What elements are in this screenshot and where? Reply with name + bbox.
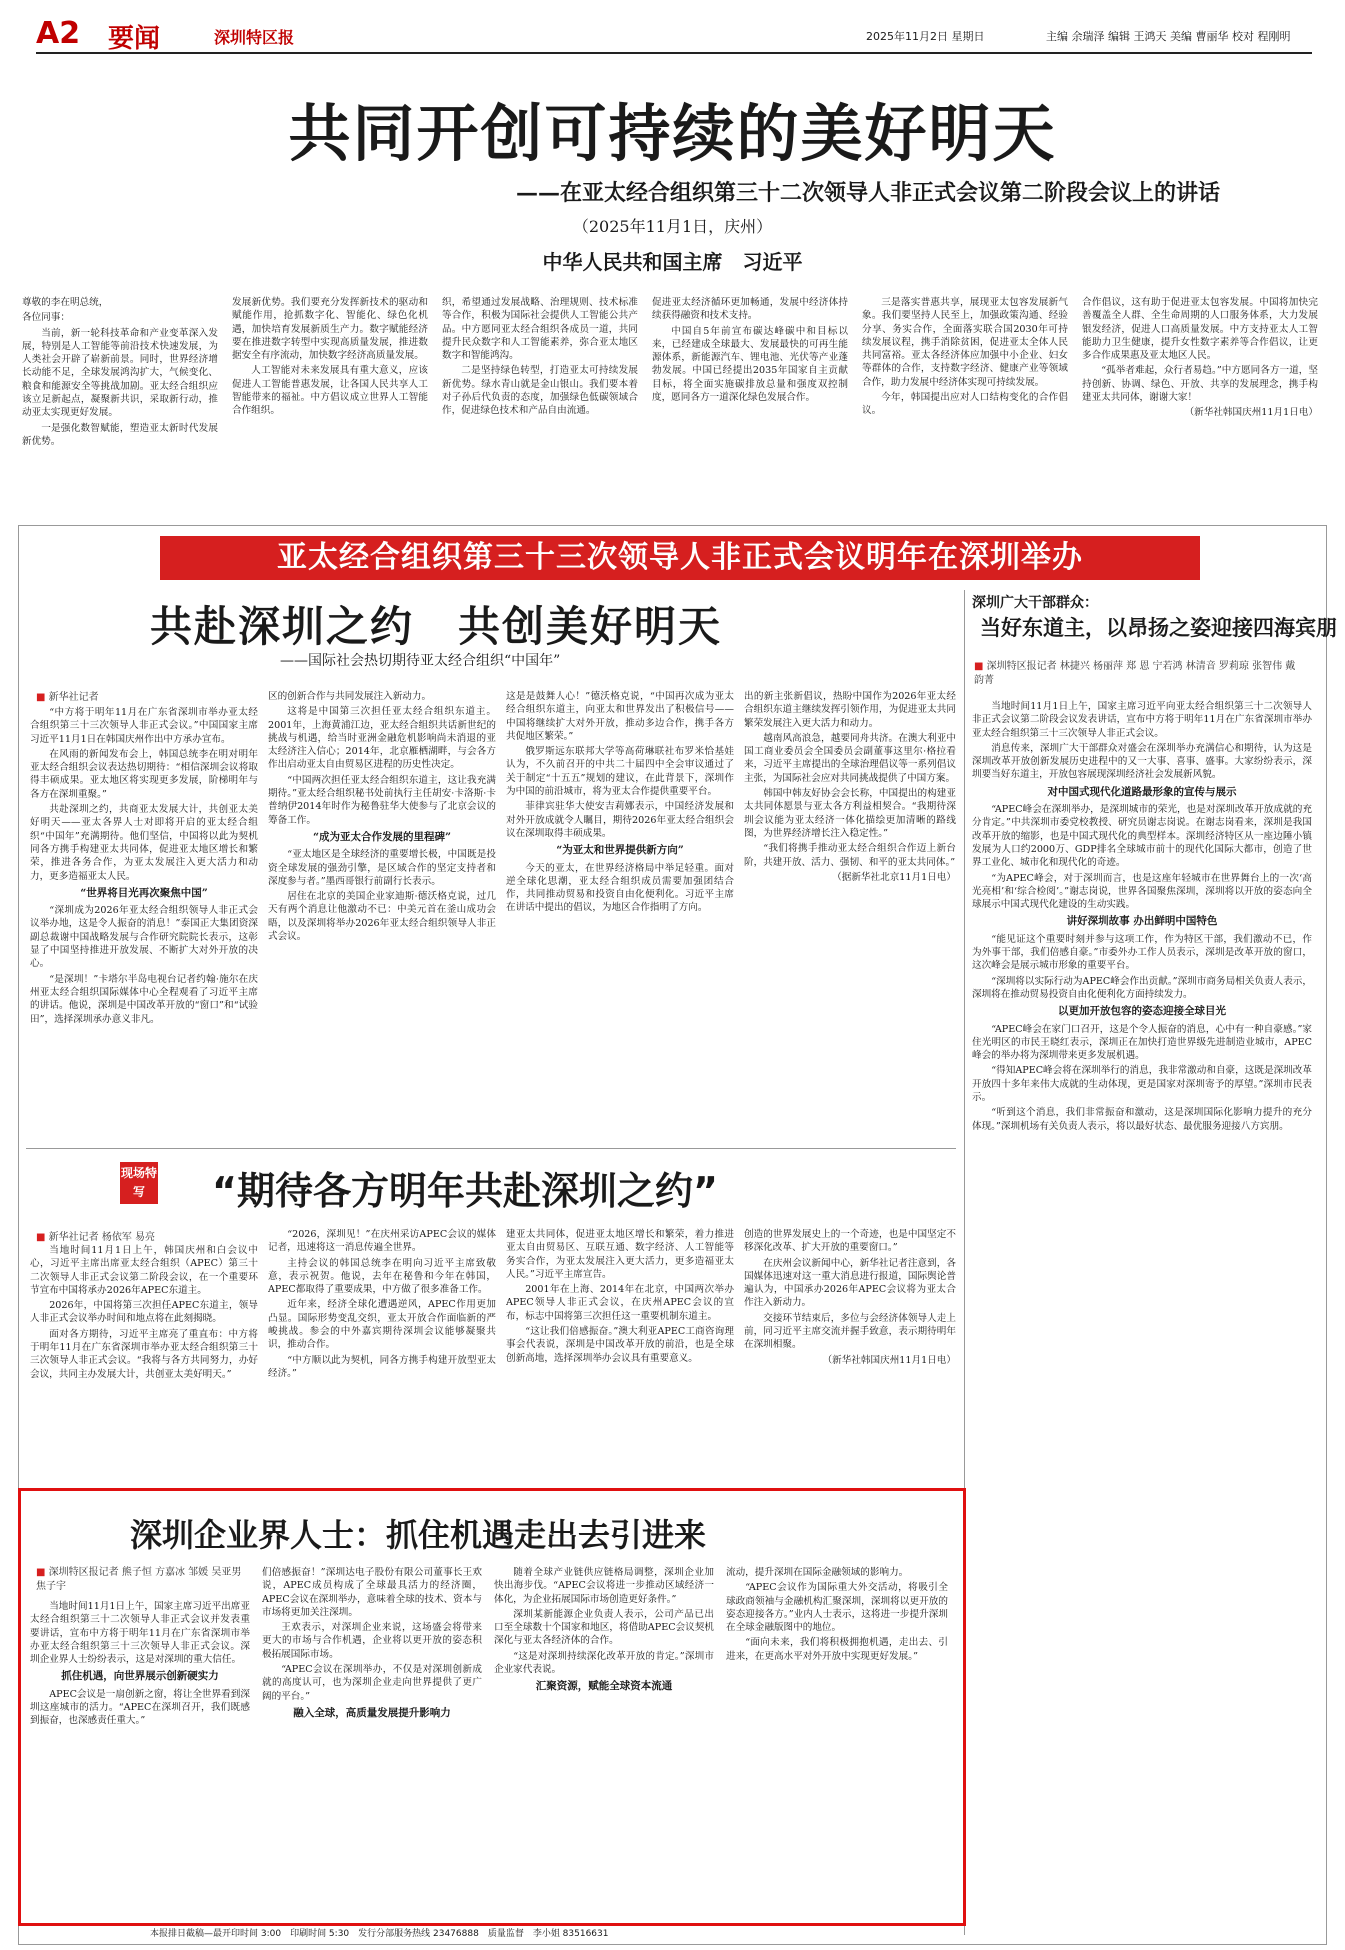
sidebar-paragraph: “得知APEC峰会将在深圳举行的消息，我非常激动和自豪，这既是深圳改革开放四十多年来伟大成就的生动体现，更是国家对深圳寄予的厚望。”深圳市民表示。 [972, 1065, 1312, 1104]
story1-paragraph: 共赴深圳之约，共商亚太发展大计，共创亚太美好明天——亚太各界人士对即将开启的亚太经合组织“中国年”充满期待。他们坚信，中国将以此为契机同各方携手构建亚太共同体，促进亚太地区增长和繁荣，推进各务合作，为亚太发展注入更大活力和动力，更多造福亚太人民。 [30, 804, 258, 882]
story1-headline: 共赴深圳之约 共创美好明天 [150, 602, 723, 651]
story2-headline: “期待各方明年共赴深圳之约” [212, 1169, 718, 1213]
story1-subhead: “为亚太和世界提供新方向” [556, 844, 684, 857]
story2-source-credit: （新华社韩国庆州11月1日电） [822, 1354, 956, 1366]
lead-column-6 [1082, 296, 1318, 518]
story2-paragraph: “这让我们倍感振奋。”澳大利亚APEC工商咨询理事会代表说，深圳是中国改革开放的前沿，也是全球创新高地，选择深圳举办会议具有重要意义。 [506, 1326, 734, 1364]
sidebar-paragraph: “APEC峰会在家门口召开，这是个令人振奋的消息，心中有一种自豪感。”家住光明区的市民王晓红表示，深圳正在加快打造世界级先进制造业城市，APEC峰会的举办将为深圳带来更多发展机遇。 [972, 1023, 1312, 1062]
sidebar-headline: 当好东道主，以昂扬之姿迎接四海宾朋 [980, 616, 1337, 640]
story3-byline: ■ 深圳特区报记者 熊子恒 方嘉冰 邹媛 吴亚男 焦子宇 [36, 1566, 246, 1594]
lead-column-5 [862, 296, 1068, 518]
lead-paragraph: 今年，韩国提出应对人口结构变化的合作倡议。 [862, 392, 1068, 417]
story3-paragraph: “APEC会议在深圳举办，不仅是对深圳创新成就的高度认可，也为深圳企业走向世界提供了更广阔的平台。” [262, 1664, 482, 1702]
story3-paragraph: 流动，提升深圳在国际金融领域的影响力。 [726, 1567, 909, 1578]
story3-paragraph: “APEC会议作为国际重大外交活动，将吸引全球政商领袖与金融机构汇聚深圳，深圳将以更开放的姿态迎接各方。”业内人士表示，这将进一步提升深圳在全球金融版图中的地位。 [726, 1582, 948, 1634]
story2-byline: ■ 新华社记者 杨依军 易亮 [36, 1228, 155, 1243]
story3-paragraph: 深圳某新能源企业负责人表示，公司产品已出口至全球数十个国家和地区，将借助APEC会议契机深化与亚太各经济体的合作。 [494, 1608, 714, 1647]
lead-dateline: （2025年11月1日，庆州） [572, 217, 773, 236]
live-report-tag: 现场特写 [120, 1162, 158, 1204]
story1-subtitle: ——国际社会热切期待亚太经合组织“中国年” [280, 653, 561, 669]
lead-paragraph: 织，希望通过发展战略、治理规则、技术标准等合作，积极为国际社会提供人工智能公共产品。中方愿同亚太经合组织各成员一道，共同提升民众数字和人工智能素养，弥合亚太地区数字和智能鸿沟。 [442, 297, 638, 362]
story2-column-4 [744, 1228, 956, 1480]
lead-paragraph: 尊敬的李在明总统， [22, 297, 109, 308]
sidebar-paragraph: “听到这个消息，我们非常振奋和激动，这是深圳国际化影响力提升的充分体现。”深圳机场有关负责人表示，将以最好状态、最优服务迎接八方宾朋。 [972, 1107, 1312, 1132]
story3-column-4 [726, 1566, 948, 1912]
story1-source-credit: （据新华社北京11月1日电） [832, 871, 956, 883]
story1-column-4 [744, 690, 956, 1124]
story1-subhead: “成为亚太合作发展的里程碑” [312, 830, 452, 843]
story1-paragraph: “是深圳！”卡塔尔半岛电视台记者约翰·施尔在庆州亚太经合组织国际媒体中心全程观看了习近平主席的讲话。他说，深圳是中国改革开放的“窗口”和“试验田”，选择深圳承办意义非凡。 [30, 973, 258, 1025]
sidebar-subhead: 讲好深圳故事 办出鲜明中国特色 [1066, 915, 1218, 928]
story2-paragraph: 当地时间11月1日上午，韩国庆州和白会议中心，习近平主席出席亚太经合组织（APEC）第三十二次领导人非正式会议第二阶段会议，在一个重要环节宣布中国将承办2026年APEC东道主。 [30, 1245, 258, 1296]
sidebar-paragraph: 消息传来，深圳广大干部群众对盛会在深圳举办充满信心和期待，认为这是深圳改革开放创新发展历史进程中的又一大事、喜事、盛事。大家纷纷表示，深圳要当好东道主，开放包容展现深圳经济社会发展新风貌。 [972, 742, 1312, 781]
lead-column-3 [442, 296, 638, 518]
story2-column-2 [268, 1228, 496, 1480]
story3-subhead: 融入全球，高质量发展提升影响力 [293, 1706, 451, 1719]
lead-paragraph: 当前，新一轮科技革命和产业变革深入发展，特别是人工智能等前沿技术快速发展，为人类社会开辟了崭新前景。同时，世界经济增长动能不足，全球发展鸿沟扩大，气候变化、粮食和能源安全等挑战加剧。亚太经合组织应该立足新起点，凝聚新共识，采取新行动，推动亚太实现更好发展。 [22, 327, 218, 419]
story2-paragraph: 2026年，中国将第三次担任APEC东道主，领导人非正式会议举办时间和地点将在此刻揭晓。 [30, 1300, 258, 1325]
story1-paragraph: “亚太地区是全球经济的重要增长极，中国既是投资全球发展的强劲引擎，是区域合作的坚定支持者和深度参与者。”墨西哥银行前副行长表示。 [268, 849, 496, 887]
story3-paragraph: 们倍感振奋！”深圳达电子股份有限公司董事长王欢说，APEC成员构成了全球最具活力的经济圈，APEC会议在深圳举办，意味着全球的技术、资本与市场将更加关注深圳。 [262, 1567, 482, 1618]
lead-paragraph: “孤举者难起，众行者易趋。”中方愿同各方一道，坚持创新、协调、绿色、开放、共享的发展理念，携手构建亚太共同体，谢谢大家！ [1082, 365, 1318, 404]
story1-paragraph: “中国两次担任亚太经合组织东道主，这让我充满期待。”亚太经合组织秘书处前执行主任胡安·卡洛斯·卡普纳伊2014年时作为秘鲁驻华大使参与了北京会议的筹备工作。 [268, 774, 496, 826]
story1-paragraph: 俄罗斯远东联邦大学等高荷琳联社布罗米恰基娃认为，不久前召开的中共二十届四中全会审议通过了关于制定“十五五”规划的建议，在此背景下，深圳作为中国的前沿城市，将为亚太合作提供重要平台。 [506, 746, 734, 798]
story3-subhead: 抓住机遇，向世界展示创新硬实力 [61, 1670, 219, 1683]
sidebar-subhead: 以更加开放包容的姿态迎接全球目光 [1058, 1005, 1226, 1018]
lead-paragraph: 三是落实普惠共享，展现亚太包容发展新气象。我们要坚持人民至上，加强政策沟通、经验分享、务实合作，全面落实联合国2030年可持续发展议程，携手消除贫困，促进亚太全体人民共同富裕。亚太各经济体应加强中小企业、妇女等群体的合作，支持数字经济、健康产业等领域合作，助力发展中经济体实现可持续发展。 [862, 297, 1068, 388]
story2-paragraph: 交接环节结束后，多位与会经济体领导人走上前，同习近平主席交流并握手致意，表示期待明年在深圳相聚。 [744, 1312, 956, 1351]
lead-column-4 [652, 296, 848, 518]
story1-paragraph: 区的创新合作与共同发展注入新动力。 [268, 691, 432, 702]
lead-paragraph: 中国自5年前宣布碳达峰碳中和目标以来，已经建成全球最大、发展最快的可再生能源体系，新能源汽车、锂电池、光伏等产业蓬勃发展。中国已经提出2035年国家自主贡献目标，将全面实施碳排放总量和强度双控制度，愿同各方一道深化绿色发展合作。 [652, 325, 848, 404]
section-name: 要闻 [108, 24, 161, 54]
story3-column-2 [262, 1566, 482, 1912]
story2-paragraph: 近年来，经济全球化遭遇逆风，APEC作用更加凸显。国际形势变乱交织，亚太开放合作面临新的严峻挑战。参会的中外嘉宾期待深圳会议能够凝聚共识，推动合作。 [268, 1299, 496, 1351]
story2-paragraph: 创造的世界发展史上的一个奇迹，也是中国坚定不移深化改革、扩大开放的重要窗口。” [744, 1229, 956, 1254]
page-number: A2 [36, 16, 81, 51]
story3-paragraph: 王欢表示，对深圳企业来说，这场盛会将带来更大的市场与合作机遇，企业将以更开放的姿态积极拓展国际市场。 [262, 1622, 482, 1660]
story3-paragraph: 当地时间11月1日上午，国家主席习近平出席亚太经合组织第三十二次领导人非正式会议并发表重要讲话，宣布中方将于明年11月在广东省深圳市举办亚太经合组织第三十三次领导人非正式会议。深圳企业界人士纷纷表示，这是对深圳的重大信任。 [30, 1601, 250, 1666]
story1-column-3 [506, 690, 734, 1124]
lead-column-2 [232, 296, 428, 518]
story3-headline: 深圳企业界人士：抓住机遇走出去引进来 [130, 1516, 707, 1554]
story2-paragraph: 主持会议的韩国总统李在明向习近平主席致敬意，表示祝贺。他说，去年在秘鲁和今年在韩国，APEC都取得了重要成果，中方做了很多准备工作。 [268, 1257, 496, 1296]
issue-date: 2025年11月2日 星期日 [866, 30, 985, 43]
story1-paragraph: 今天的亚太，在世界经济格局中举足轻重。面对逆全球化思潮，亚太经合组织成员需要加强团结合作，共同推动贸易和投资自由化便利化。习近平主席在讲话中提出的倡议，为地区合作指明了方向。 [506, 862, 734, 914]
lead-paragraph: 促进亚太经济循环更加畅通，发展中经济体持续获得融资和技术支持。 [652, 297, 848, 322]
story1-column-1 [30, 706, 258, 1124]
story1-paragraph: “我们将携手推动亚太经合组织合作迈上新台阶，共建开放、活力、强韧、和平的亚太共同体。” [744, 843, 956, 868]
page-header [36, 16, 1312, 54]
story2-column-3 [506, 1228, 734, 1480]
sidebar-body [972, 700, 1312, 1928]
sidebar-byline: ■ 深圳特区报记者 林捷兴 杨丽萍 郑 恩 宁若鸿 林清音 罗莉琼 张智伟 戴韵菁 [974, 660, 1304, 688]
story1-paragraph: 这是是鼓舞人心！”德沃格克说，“中国再次成为亚太经合组织东道主，向亚太和世界发出了积极信号——中国将继续扩大对外开放，推动多边合作，携手各方共促地区繁荣。” [506, 691, 734, 742]
story2-column-1 [30, 1244, 258, 1480]
story1-paragraph: “深圳成为2026年亚太经合组织领导人非正式会议举办地，这是令人振奋的消息！”泰国正大集团资深副总裁谢中国战略发展与合作研究院院长表示，这彰显了中国坚持推进开放发展、不断扩大对外开放的决心。 [30, 905, 258, 970]
lead-column-1 [22, 296, 218, 518]
story2-paragraph: “中方顺以此为契机，同各方携手构建开放型亚太经济。” [268, 1354, 496, 1379]
staff-credits: 主编 余瑞泽 编辑 王鸿天 美编 曹丽华 校对 程刚明 [1046, 30, 1291, 43]
lead-subtitle: ——在亚太经合组织第三十二次领导人非正式会议第二阶段会议上的讲话 [515, 180, 1220, 206]
sidebar-kicker: 深圳广大干部群众： [972, 595, 1098, 611]
story2-paragraph: 在庆州会议新闻中心，新华社记者注意到，各国媒体迅速对这一重大消息进行报道，国际舆论普遍认为，中国承办2026年APEC会议将为亚太合作注入新动力。 [744, 1257, 956, 1309]
story3-paragraph: 随着全球产业链供应链格局调整，深圳企业加快出海步伐。“APEC会议将进一步推动区域经济一体化，为企业拓展国际市场创造更好条件。” [494, 1567, 714, 1605]
story1-paragraph: 在风雨的新闻发布会上，韩国总统李在明对明年亚太经合组织会议表达热切期待：“相信深圳会议将取得丰硕成果。亚太地区将实现更多发展，阶梯明年与各方在深圳重聚。” [30, 748, 258, 800]
story1-paragraph: 菲律宾驻华大使安吉莉娜表示，中国经济发展和对外开放成就令人瞩目，期待2026年亚太经合组织会议在深圳取得丰硕成果。 [506, 801, 734, 839]
sidebar-paragraph: “APEC峰会在深圳举办，是深圳城市的荣光，也是对深圳改革开放成就的充分肯定。”中共深圳市委党校教授、研究员谢志岗说。在谢志岗看来，深圳是我国改革开放的缩影，也是中国式现代化的典型样本。深圳经济特区从一座边陲小镇发展为人口约2000万、GDP排名全球城市前十的现代化国际大都市，创造了世界工业化、城市化和现代化的奇迹。 [972, 804, 1312, 869]
story1-column-2 [268, 690, 496, 1124]
lead-paragraph: 一是强化数智赋能，塑造亚太新时代发展新优势。 [22, 422, 218, 447]
story1-paragraph: 出的新主张新倡议，热盼中国作为2026年亚太经合组织东道主继续发挥引领作用，为促进亚太共同繁荣发展注入更大活力和动力。 [744, 691, 956, 729]
banner-text: 亚太经合组织第三十三次领导人非正式会议明年在深圳举办 [277, 540, 1083, 575]
story2-paragraph: 建亚太共同体，促进亚太地区增长和繁荣，着力推进亚太自由贸易区、互联互通、数字经济、人工智能等务实合作，为亚太发展注入更大活力，更多造福亚太人民。”习近平主席宣告。 [506, 1229, 734, 1280]
banner [160, 536, 1200, 580]
story3-column-3 [494, 1566, 714, 1912]
sidebar-paragraph: “深圳将以实际行动为APEC峰会作出贡献。”深圳市商务局相关负责人表示，深圳将在推动贸易投资自由化便利化方面持续发力。 [972, 975, 1312, 1000]
sidebar-paragraph: 当地时间11月1日上午，国家主席习近平向亚太经合组织第三十二次领导人非正式会议第二阶段会议发表讲话，宣布中方将于明年11月在广东省深圳市举办亚太经合组织第三十三次领导人非正式会议。 [972, 701, 1312, 739]
lead-headline: 共同开创可持续的美好明天 [288, 97, 1057, 170]
lead-paragraph: 人工智能对未来发展具有重大意义，应该促进人工智能普惠发展，让各国人民共享人工智能带来的福祉。中方倡议成立世界人工智能合作组织。 [232, 365, 428, 417]
story3-paragraph: “这是对深圳持续深化改革开放的肯定。”深圳市企业家代表说。 [494, 1650, 714, 1676]
lead-paragraph: 各位同事： [22, 312, 70, 324]
sidebar-paragraph: “为APEC峰会，对于深圳而言，也是这座年轻城市在世界舞台上的一次‘高光亮相’和‘综合检阅’。”谢志岗说，世界各国聚焦深圳，深圳将以开放的姿态向全球展示中国式现代化建设的生动实践。 [972, 872, 1312, 911]
story1-subhead: “世界将目光再次聚焦中国” [80, 886, 208, 899]
story1-byline: ■ 新华社记者 [36, 688, 99, 703]
story3-paragraph: “面向未来，我们将积极拥抱机遇，走出去、引进来，在更高水平对外开放中实现更好发展。” [726, 1637, 948, 1662]
newspaper-name: 深圳特区报 [214, 28, 295, 47]
story2-paragraph: 面对各方期待，习近平主席亮了重直布：中方将于明年11月在广东省深圳市举办亚太经合组织第三十三次领导人非正式会议。“我将与各方共同努力，办好会议，共同主办发展大计，共创亚太美好明天。” [30, 1328, 258, 1380]
lead-author: 中华人民共和国主席 习近平 [542, 250, 803, 274]
story1-paragraph: 居住在北京的美国企业家迪斯·德沃格克说，过几天有两个消息让他激动不已：中美元首在釜山成功会晤，以及深圳将举办2026年亚太经合组织领导人非正式会议。 [268, 891, 496, 943]
story1-paragraph: 韩国中韩友好协会会长称，中国提出的构建亚太共同体愿景与亚太各方利益相契合。“我期待深圳会议能为亚太经济一体化描绘更加清晰的路线图，为世界经济增长注入稳定性。” [744, 788, 956, 839]
story3-subhead: 汇聚资源，赋能全球资本流通 [535, 1680, 673, 1693]
story3-column-1 [30, 1600, 250, 1912]
story2-paragraph: “2026，深圳见！”在庆州采访APEC会议的媒体记者，迅速将这一消息传遍全世界。 [268, 1229, 496, 1254]
story1-paragraph: 这将是中国第三次担任亚太经合组织东道主。2001年，上海黄浦江边，亚太经合组织共话新世纪的挑战与机遇，给当时亚洲金融危机影响尚未消退的亚太经济注入信心；2014年，北京雁栖湖畔，与会各方作出启动亚太自由贸易区进程的历史性决定。 [268, 706, 496, 771]
lead-paragraph: 二是坚持绿色转型，打造亚太可持续发展新优势。绿水青山就是金山银山。我们要本着对子孙后代负责的态度，加强绿色低碳领域合作，促进绿色技术和产品自由流通。 [442, 365, 638, 417]
lead-paragraph: 合作倡议，这有助于促进亚太包容发展。中国将加快完善覆盖全人群、全生命周期的人口服务体系，大力发展银发经济，促进人口高质量发展。中方支持亚太人工智能助力卫生健康，提升女性数字素养等合作倡议，让更多合作成果惠及亚太地区人民。 [1082, 297, 1318, 362]
sidebar-subhead: 对中国式现代化道路最形象的宣传与展示 [1047, 785, 1237, 798]
lead-source-credit: （新华社韩国庆州11月1日电） [1184, 407, 1318, 419]
sidebar-paragraph: “能见证这个重要时刻并参与这项工作，作为特区干部，我们激动不已，作为外事干部，我们倍感自豪。”市委外办工作人员表示，深圳是改革开放的窗口，这次峰会是展示城市形象的重要平台。 [972, 933, 1312, 972]
lead-paragraph: 发展新优势。我们要充分发挥新技术的驱动和赋能作用，抢抓数字化、智能化、绿色化机遇，加快培育发展新质生产力。数字赋能经济要在推进数字转型中实现高质量发展，推进数据安全有序流动，加快数字经济高质量发展。 [232, 297, 428, 362]
story2-paragraph: 2001年在上海、2014年在北京，中国两次举办APEC领导人非正式会议，在庆州APEC会议的宣布，标志中国将第三次担任这一重要机制东道主。 [506, 1284, 734, 1322]
story3-paragraph: APEC会议是一扇创新之窗，将让全世界看到深圳这座城市的活力。“APEC在深圳召开，我们既感到振奋，也深感责任重大。” [30, 1688, 250, 1727]
section-rule [26, 1148, 956, 1149]
story1-paragraph: “中方将于明年11月在广东省深圳市举办亚太经合组织第三十三次领导人非正式会议。”中国国家主席习近平11月1日在韩国庆州作出中方承办宣布。 [30, 707, 258, 745]
page-footer: 本报排日截稿—最开印时间 3:00 印刷时间 5:30 发行分部服务热线 23476888 质量监督 李小姐 83516631 [150, 1929, 609, 1939]
story1-paragraph: 越南风高浪急，越要同舟共济。在澳大利亚中国工商业委员会全国委员会副董事这里尔·格拉看来，习近平主席提出的全球治理倡议等一系列倡议主张，为国际社会应对共同挑战提供了中国方案。 [744, 732, 956, 784]
